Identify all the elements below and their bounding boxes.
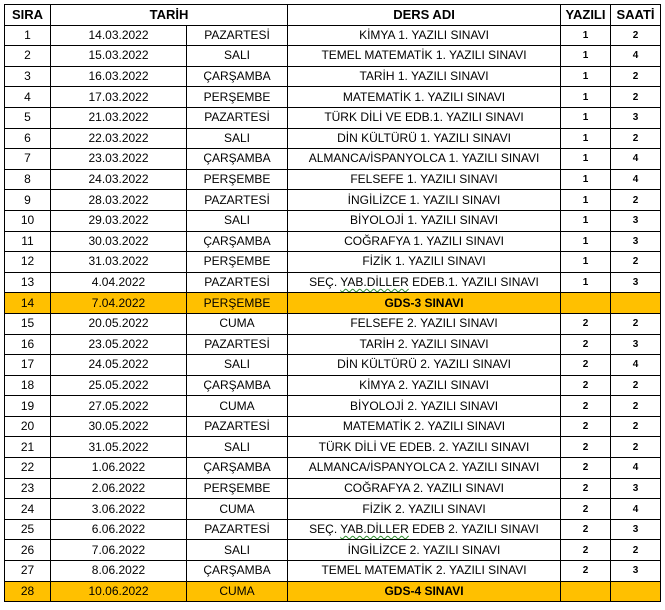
header-row [5, 5, 661, 26]
row-yazili [561, 293, 611, 314]
row-yazili: 1 [561, 25, 611, 46]
row-number: 11 [5, 231, 51, 252]
table-row [5, 375, 661, 396]
row-course: KİMYA 1. YAZILI SINAVI [288, 25, 561, 46]
row-date: 23.05.2022 [51, 334, 187, 355]
row-course: ALMANCA/İSPANYOLCA 1. YAZILI SINAVI [288, 149, 561, 170]
row-day: PERŞEMBE [187, 293, 288, 314]
course-spellcheck-word: YAB.DİLLER [340, 275, 409, 290]
row-day: SALI [187, 437, 288, 458]
row-course: GDS-4 SINAVI [288, 581, 561, 602]
row-date: 29.03.2022 [51, 210, 187, 231]
row-date: 25.05.2022 [51, 375, 187, 396]
row-yazili: 2 [561, 540, 611, 561]
row-yazili: 2 [561, 561, 611, 582]
row-day: SALI [187, 46, 288, 67]
row-saat: 3 [611, 519, 661, 540]
row-yazili: 2 [561, 313, 611, 334]
course-prefix: SEÇ. [309, 522, 341, 537]
row-day: PAZARTESİ [187, 334, 288, 355]
row-saat: 3 [611, 478, 661, 499]
row-saat: 4 [611, 46, 661, 67]
row-day: PERŞEMBE [187, 478, 288, 499]
table-row [5, 355, 661, 376]
row-saat: 4 [611, 149, 661, 170]
row-course [288, 272, 561, 293]
row-number: 15 [5, 313, 51, 334]
row-course: FELSEFE 1. YAZILI SINAVI [288, 169, 561, 190]
row-yazili: 1 [561, 210, 611, 231]
row-day: SALI [187, 540, 288, 561]
row-day: PAZARTESİ [187, 25, 288, 46]
row-saat: 2 [611, 375, 661, 396]
row-saat: 3 [611, 334, 661, 355]
row-yazili: 1 [561, 272, 611, 293]
row-day: ÇARŞAMBA [187, 66, 288, 87]
row-course: TÜRK DİLİ VE EDEB. 2. YAZILI SINAVI [288, 437, 561, 458]
table-row [5, 128, 661, 149]
row-number: 5 [5, 107, 51, 128]
row-number: 17 [5, 355, 51, 376]
row-date: 7.06.2022 [51, 540, 187, 561]
table-row [5, 437, 661, 458]
row-date: 8.06.2022 [51, 561, 187, 582]
row-day: CUMA [187, 581, 288, 602]
row-date: 30.05.2022 [51, 416, 187, 437]
row-yazili: 2 [561, 499, 611, 520]
table-row [5, 210, 661, 231]
row-number: 1 [5, 25, 51, 46]
row-course: DİN KÜLTÜRÜ 2. YAZILI SINAVI [288, 355, 561, 376]
row-course: ALMANCA/İSPANYOLCA 2. YAZILI SINAVI [288, 458, 561, 479]
row-saat: 4 [611, 169, 661, 190]
row-saat: 4 [611, 499, 661, 520]
row-day: ÇARŞAMBA [187, 231, 288, 252]
row-day: ÇARŞAMBA [187, 561, 288, 582]
row-yazili [561, 581, 611, 602]
row-course: TARİH 1. YAZILI SINAVI [288, 66, 561, 87]
header-yazili: YAZILI [561, 5, 611, 26]
row-number: 7 [5, 149, 51, 170]
header-sira: SIRA [5, 5, 51, 26]
row-day: CUMA [187, 396, 288, 417]
row-course: GDS-3 SINAVI [288, 293, 561, 314]
row-day: ÇARŞAMBA [187, 375, 288, 396]
row-course: İNGİLİZCE 2. YAZILI SINAVI [288, 540, 561, 561]
row-day: SALI [187, 355, 288, 376]
table-row [5, 540, 661, 561]
row-date: 31.05.2022 [51, 437, 187, 458]
row-yazili: 2 [561, 355, 611, 376]
row-date: 22.03.2022 [51, 128, 187, 149]
row-yazili: 1 [561, 252, 611, 273]
exam-schedule-table [4, 4, 661, 602]
row-saat: 3 [611, 561, 661, 582]
row-course: İNGİLİZCE 1. YAZILI SINAVI [288, 190, 561, 211]
row-number: 12 [5, 252, 51, 273]
row-saat: 2 [611, 396, 661, 417]
row-number: 19 [5, 396, 51, 417]
schedule-body [5, 25, 661, 602]
row-number: 6 [5, 128, 51, 149]
row-number: 20 [5, 416, 51, 437]
row-number: 23 [5, 478, 51, 499]
row-course: FİZİK 2. YAZILI SINAVI [288, 499, 561, 520]
row-day: ÇARŞAMBA [187, 458, 288, 479]
row-number: 25 [5, 519, 51, 540]
row-day: PAZARTESİ [187, 107, 288, 128]
row-date: 21.03.2022 [51, 107, 187, 128]
table-row [5, 313, 661, 334]
row-day: SALI [187, 210, 288, 231]
row-day: PERŞEMBE [187, 169, 288, 190]
table-row [5, 25, 661, 46]
row-number: 9 [5, 190, 51, 211]
row-course: MATEMATİK 1. YAZILI SINAVI [288, 87, 561, 108]
row-saat: 4 [611, 355, 661, 376]
row-yazili: 1 [561, 46, 611, 67]
row-yazili: 1 [561, 66, 611, 87]
row-course: BİYOLOJİ 2. YAZILI SINAVI [288, 396, 561, 417]
row-course: FELSEFE 2. YAZILI SINAVI [288, 313, 561, 334]
table-row [5, 46, 661, 67]
row-date: 4.04.2022 [51, 272, 187, 293]
table-row [5, 396, 661, 417]
row-course: DİN KÜLTÜRÜ 1. YAZILI SINAVI [288, 128, 561, 149]
table-row [5, 478, 661, 499]
row-number: 27 [5, 561, 51, 582]
row-number: 26 [5, 540, 51, 561]
row-day: SALI [187, 128, 288, 149]
row-course: COĞRAFYA 1. YAZILI SINAVI [288, 231, 561, 252]
row-yazili: 1 [561, 190, 611, 211]
course-suffix: EDEB.1. YAZILI SINAVI [408, 275, 539, 290]
row-course: MATEMATİK 2. YAZILI SINAVI [288, 416, 561, 437]
row-date: 28.03.2022 [51, 190, 187, 211]
row-saat: 2 [611, 190, 661, 211]
row-day: CUMA [187, 499, 288, 520]
row-saat: 3 [611, 107, 661, 128]
row-yazili: 1 [561, 128, 611, 149]
row-date: 20.05.2022 [51, 313, 187, 334]
table-row [5, 190, 661, 211]
row-date: 31.03.2022 [51, 252, 187, 273]
row-number: 2 [5, 46, 51, 67]
row-yazili: 2 [561, 458, 611, 479]
row-course: TEMEL MATEMATİK 1. YAZILI SINAVI [288, 46, 561, 67]
row-saat: 4 [611, 458, 661, 479]
row-yazili: 1 [561, 169, 611, 190]
row-saat: 2 [611, 252, 661, 273]
row-saat [611, 293, 661, 314]
row-course [288, 519, 561, 540]
row-saat: 2 [611, 66, 661, 87]
row-course: TEMEL MATEMATİK 2. YAZILI SINAVI [288, 561, 561, 582]
row-saat: 2 [611, 437, 661, 458]
course-suffix: EDEB 2. YAZILI SINAVI [408, 522, 539, 537]
row-saat: 3 [611, 272, 661, 293]
row-date: 17.03.2022 [51, 87, 187, 108]
row-saat: 2 [611, 128, 661, 149]
row-saat: 2 [611, 416, 661, 437]
row-yazili: 2 [561, 416, 611, 437]
row-number: 10 [5, 210, 51, 231]
row-date: 30.03.2022 [51, 231, 187, 252]
row-yazili: 1 [561, 231, 611, 252]
row-date: 1.06.2022 [51, 458, 187, 479]
header-ders: DERS ADI [288, 5, 561, 26]
row-date: 23.03.2022 [51, 149, 187, 170]
table-row [5, 252, 661, 273]
row-course: BİYOLOJİ 1. YAZILI SINAVI [288, 210, 561, 231]
course-prefix: SEÇ. [309, 275, 341, 290]
table-row [5, 231, 661, 252]
row-number: 22 [5, 458, 51, 479]
row-day: ÇARŞAMBA [187, 149, 288, 170]
table-row [5, 66, 661, 87]
row-course: KİMYA 2. YAZILI SINAVI [288, 375, 561, 396]
row-course: COĞRAFYA 2. YAZILI SINAVI [288, 478, 561, 499]
table-row [5, 272, 661, 293]
row-date: 24.05.2022 [51, 355, 187, 376]
header-tarih: TARİH [51, 5, 288, 26]
row-day: PERŞEMBE [187, 87, 288, 108]
row-day: PAZARTESİ [187, 519, 288, 540]
row-course: FİZİK 1. YAZILI SINAVI [288, 252, 561, 273]
row-date: 10.06.2022 [51, 581, 187, 602]
table-row [5, 334, 661, 355]
row-date: 24.03.2022 [51, 169, 187, 190]
row-day: PAZARTESİ [187, 190, 288, 211]
row-date: 3.06.2022 [51, 499, 187, 520]
row-yazili: 2 [561, 478, 611, 499]
table-row [5, 519, 661, 540]
row-date: 27.05.2022 [51, 396, 187, 417]
row-date: 14.03.2022 [51, 25, 187, 46]
row-saat: 2 [611, 540, 661, 561]
row-date: 2.06.2022 [51, 478, 187, 499]
row-number: 21 [5, 437, 51, 458]
row-yazili: 2 [561, 519, 611, 540]
row-yazili: 2 [561, 437, 611, 458]
row-date: 6.06.2022 [51, 519, 187, 540]
row-day: CUMA [187, 313, 288, 334]
row-number: 24 [5, 499, 51, 520]
table-row [5, 499, 661, 520]
row-yazili: 2 [561, 334, 611, 355]
row-saat: 2 [611, 313, 661, 334]
row-number: 8 [5, 169, 51, 190]
header-saat: SAATİ [611, 5, 661, 26]
table-row [5, 87, 661, 108]
row-saat: 3 [611, 210, 661, 231]
row-number: 16 [5, 334, 51, 355]
row-date: 7.04.2022 [51, 293, 187, 314]
row-day: PERŞEMBE [187, 252, 288, 273]
row-number: 28 [5, 581, 51, 602]
table-row [5, 458, 661, 479]
row-date: 15.03.2022 [51, 46, 187, 67]
row-yazili: 2 [561, 396, 611, 417]
row-date: 16.03.2022 [51, 66, 187, 87]
row-number: 13 [5, 272, 51, 293]
row-number: 3 [5, 66, 51, 87]
row-day: PAZARTESİ [187, 272, 288, 293]
table-row [5, 581, 661, 602]
row-day: PAZARTESİ [187, 416, 288, 437]
row-saat [611, 581, 661, 602]
course-spellcheck-word: YAB.DİLLER [340, 522, 409, 537]
row-yazili: 2 [561, 375, 611, 396]
row-saat: 2 [611, 25, 661, 46]
row-yazili: 1 [561, 149, 611, 170]
table-row [5, 293, 661, 314]
row-saat: 3 [611, 231, 661, 252]
row-yazili: 1 [561, 87, 611, 108]
row-number: 4 [5, 87, 51, 108]
row-yazili: 1 [561, 107, 611, 128]
row-saat: 2 [611, 87, 661, 108]
row-number: 14 [5, 293, 51, 314]
table-row [5, 561, 661, 582]
row-course: TÜRK DİLİ VE EDB.1. YAZILI SINAVI [288, 107, 561, 128]
table-row [5, 169, 661, 190]
row-number: 18 [5, 375, 51, 396]
row-course: TARİH 2. YAZILI SINAVI [288, 334, 561, 355]
table-row [5, 107, 661, 128]
table-row [5, 149, 661, 170]
table-row [5, 416, 661, 437]
